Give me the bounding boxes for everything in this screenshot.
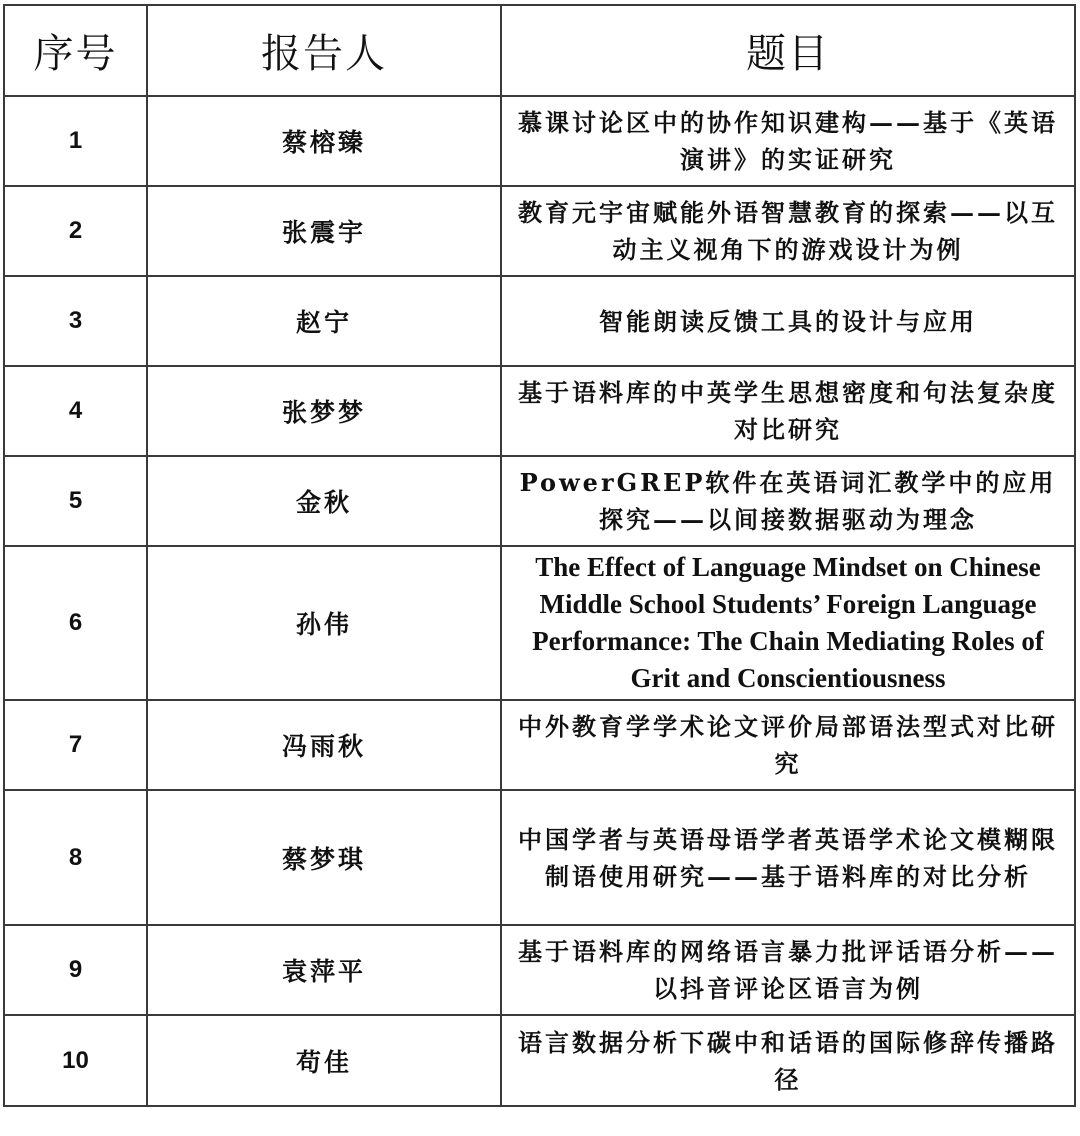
presentation-title: 基于语料库的中英学生思想密度和句法复杂度对比研究 [501,366,1075,456]
header-title: 题目 [501,5,1075,96]
row-number: 9 [4,925,147,1015]
presentation-title: 基于语料库的网络语言暴力批评话语分析——以抖音评论区语言为例 [501,925,1075,1015]
table-row [4,366,1075,456]
table-row [4,790,1075,925]
row-number: 4 [4,366,147,456]
presentation-title: 慕课讨论区中的协作知识建构——基于《英语演讲》的实证研究 [501,96,1075,186]
presenter-name: 冯雨秋 [147,700,501,790]
row-number: 6 [4,546,147,700]
presenter-name: 蔡梦琪 [147,790,501,925]
header-row [4,5,1075,96]
row-number: 5 [4,456,147,546]
table-row [4,925,1075,1015]
presentation-schedule-table [3,4,1076,1107]
presenter-name: 张梦梦 [147,366,501,456]
presentation-title: 教育元宇宙赋能外语智慧教育的探索——以互动主义视角下的游戏设计为例 [501,186,1075,276]
presentation-title: PowerGREP软件在英语词汇教学中的应用探究——以间接数据驱动为理念 [501,456,1075,546]
presentation-title: The Effect of Language Mindset on Chinese Middle School Students’ Foreign Language Performance: The Chain Mediating Roles of Grit and Conscientiousness [501,546,1075,700]
table-row [4,96,1075,186]
row-number: 8 [4,790,147,925]
presenter-name: 孙伟 [147,546,501,700]
header-presenter: 报告人 [147,5,501,96]
presenter-name: 金秋 [147,456,501,546]
presenter-name: 苟佳 [147,1015,501,1106]
presentation-title: 语言数据分析下碳中和话语的国际修辞传播路径 [501,1015,1075,1106]
row-number: 7 [4,700,147,790]
row-number: 1 [4,96,147,186]
header-number: 序号 [4,5,147,96]
row-number: 10 [4,1015,147,1106]
table-row [4,700,1075,790]
table-row [4,186,1075,276]
presenter-name: 蔡榕臻 [147,96,501,186]
presentation-title: 智能朗读反馈工具的设计与应用 [501,276,1075,366]
table-row [4,546,1075,700]
row-number: 3 [4,276,147,366]
row-number: 2 [4,186,147,276]
presenter-name: 袁萍平 [147,925,501,1015]
presentation-title: 中外教育学学术论文评价局部语法型式对比研究 [501,700,1075,790]
table-row [4,456,1075,546]
presenter-name: 张震宇 [147,186,501,276]
table-row [4,276,1075,366]
table-row [4,1015,1075,1106]
presentation-title: 中国学者与英语母语学者英语学术论文模糊限制语使用研究——基于语料库的对比分析 [501,790,1075,925]
presenter-name: 赵宁 [147,276,501,366]
